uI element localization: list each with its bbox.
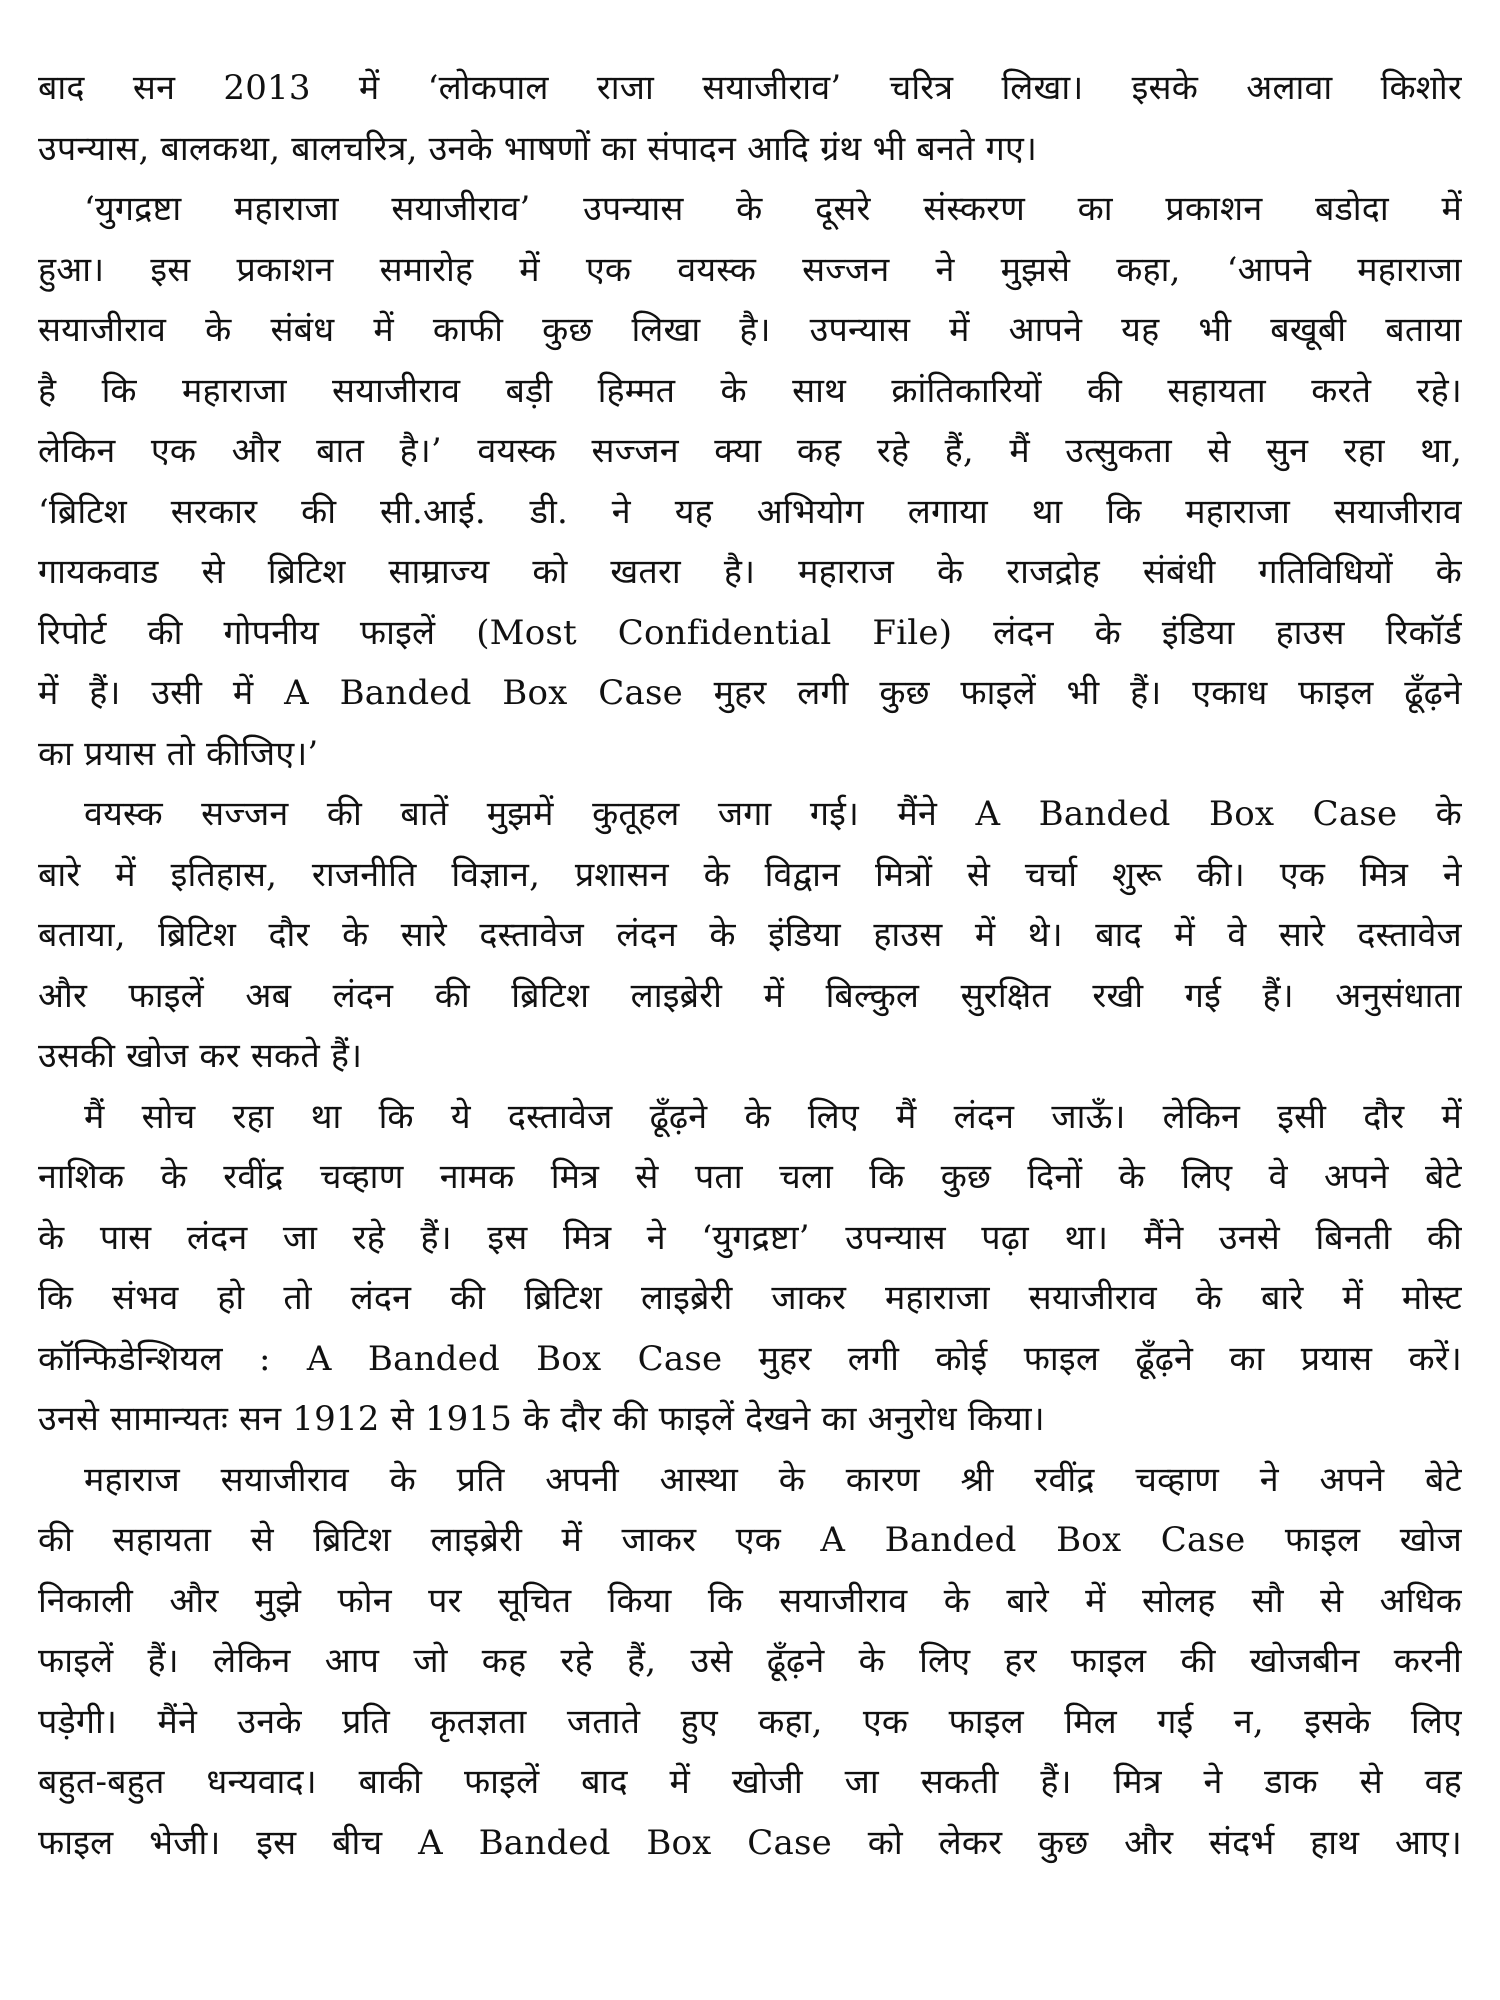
text-line: है कि महाराजा सयाजीराव बड़ी हिम्मत के साथ क्रांतिकारियों की सहायता करते रहे। (38, 370, 1462, 411)
text-line: फाइलें हैं। लेकिन आप जो कह रहे हैं, उसे ढूँढ़ने के लिए हर फाइल की खोजबीन करनी (38, 1641, 1462, 1681)
text-line: ‘ब्रिटिश सरकार की सी.आई. डी. ने यह अभियोग लगाया था कि महाराजा सयाजीराव (38, 491, 1462, 532)
text-line: निकाली और मुझे फोन पर सूचित किया कि सयाजीराव के बारे में सोलह सौ से अधिक (38, 1580, 1462, 1621)
paragraph-4 (38, 1087, 1462, 1450)
text-line: की सहायता से ब्रिटिश लाइब्रेरी में जाकर एक A Banded Box Case फाइल खोज (38, 1520, 1462, 1560)
text-line: वयस्क सज्जन की बातें मुझमें कुतूहल जगा गई। मैंने A Banded Box Case के (84, 794, 1462, 834)
text-line: उपन्यास, बालकथा, बालचरित्र, उनके भाषणों का संपादन आदि ग्रंथ भी बनते गए। (38, 128, 1038, 169)
text-line: बारे में इतिहास, राजनीति विज्ञान, प्रशासन के विद्वान मित्रों से चर्चा शुरू की। एक मित्र ने (38, 854, 1462, 895)
text-line: गायकवाड से ब्रिटिश साम्राज्य को खतरा है। महाराज के राजद्रोह संबंधी गतिविधियों के (38, 552, 1462, 592)
text-line: हुआ। इस प्रकाशन समारोह में एक वयस्क सज्जन ने मुझसे कहा, ‘आपने महाराजा (38, 249, 1462, 290)
text-line: बताया, ब्रिटिश दौर के सारे दस्तावेज लंदन के इंडिया हाउस में थे। बाद में वे सारे दस्तावेज (38, 915, 1462, 955)
text-line: और फाइलें अब लंदन की ब्रिटिश लाइब्रेरी में बिल्कुल सुरक्षित रखी गई हैं। अनुसंधाता (38, 975, 1462, 1016)
text-line: कॉन्फिडेन्शियल : A Banded Box Case मुहर लगी कोई फाइल ढूँढ़ने का प्रयास करें। (38, 1338, 1462, 1379)
text-line: रिपोर्ट की गोपनीय फाइलें (Most Confidential File) लंदन के इंडिया हाउस रिकॉर्ड (38, 612, 1462, 653)
text-line: ‘युगद्रष्टा महाराजा सयाजीराव’ उपन्यास के दूसरे संस्करण का प्रकाशन बडोदा में (84, 189, 1462, 229)
paragraph-2 (38, 179, 1462, 784)
text-line: उनसे सामान्यतः सन 1912 से 1915 के दौर की फाइलें देखने का अनुरोध किया। (38, 1399, 1045, 1439)
paragraph-1 (38, 58, 1462, 179)
text-line: कि संभव हो तो लंदन की ब्रिटिश लाइब्रेरी जाकर महाराजा सयाजीराव के बारे में मोस्ट (38, 1278, 1462, 1318)
text-line: के पास लंदन जा रहे हैं। इस मित्र ने ‘युगद्रष्टा’ उपन्यास पढ़ा था। मैंने उनसे बिनती की (38, 1217, 1462, 1258)
text-line: पड़ेगी। मैंने उनके प्रति कृतज्ञता जताते हुए कहा, एक फाइल मिल गई न, इसके लिए (38, 1701, 1462, 1742)
text-line: सयाजीराव के संबंध में काफी कुछ लिखा है। उपन्यास में आपने यह भी बखूबी बताया (38, 310, 1462, 350)
text-line: मैं सोच रहा था कि ये दस्तावेज ढूँढ़ने के लिए मैं लंदन जाऊँ। लेकिन इसी दौर में (84, 1096, 1462, 1137)
paragraph-5 (38, 1450, 1462, 1874)
text-line: में हैं। उसी में A Banded Box Case मुहर लगी कुछ फाइलें भी हैं। एकाध फाइल ढूँढ़ने (38, 673, 1462, 713)
text-line: का प्रयास तो कीजिए।’ (38, 733, 319, 774)
text-line: लेकिन एक और बात है।’ वयस्क सज्जन क्या कह रहे हैं, मैं उत्सुकता से सुन रहा था, (38, 431, 1462, 471)
text-line: बाद सन 2013 में ‘लोकपाल राजा सयाजीराव’ चरित्र लिखा। इसके अलावा किशोर (38, 68, 1462, 108)
text-line: बहुत-बहुत धन्यवाद। बाकी फाइलें बाद में खोजी जा सकती हैं। मित्र ने डाक से वह (38, 1762, 1462, 1802)
text-line: महाराज सयाजीराव के प्रति अपनी आस्था के कारण श्री रवींद्र चव्हाण ने अपने बेटे (84, 1459, 1462, 1500)
text-line: नाशिक के रवींद्र चव्हाण नामक मित्र से पता चला कि कुछ दिनों के लिए वे अपने बेटे (38, 1157, 1462, 1197)
text-line: उसकी खोज कर सकते हैं। (38, 1036, 363, 1076)
paragraph-3 (38, 784, 1462, 1087)
document-page (38, 58, 1462, 1873)
text-line: फाइल भेजी। इस बीच A Banded Box Case को लेकर कुछ और संदर्भ हाथ आए। (38, 1822, 1462, 1863)
